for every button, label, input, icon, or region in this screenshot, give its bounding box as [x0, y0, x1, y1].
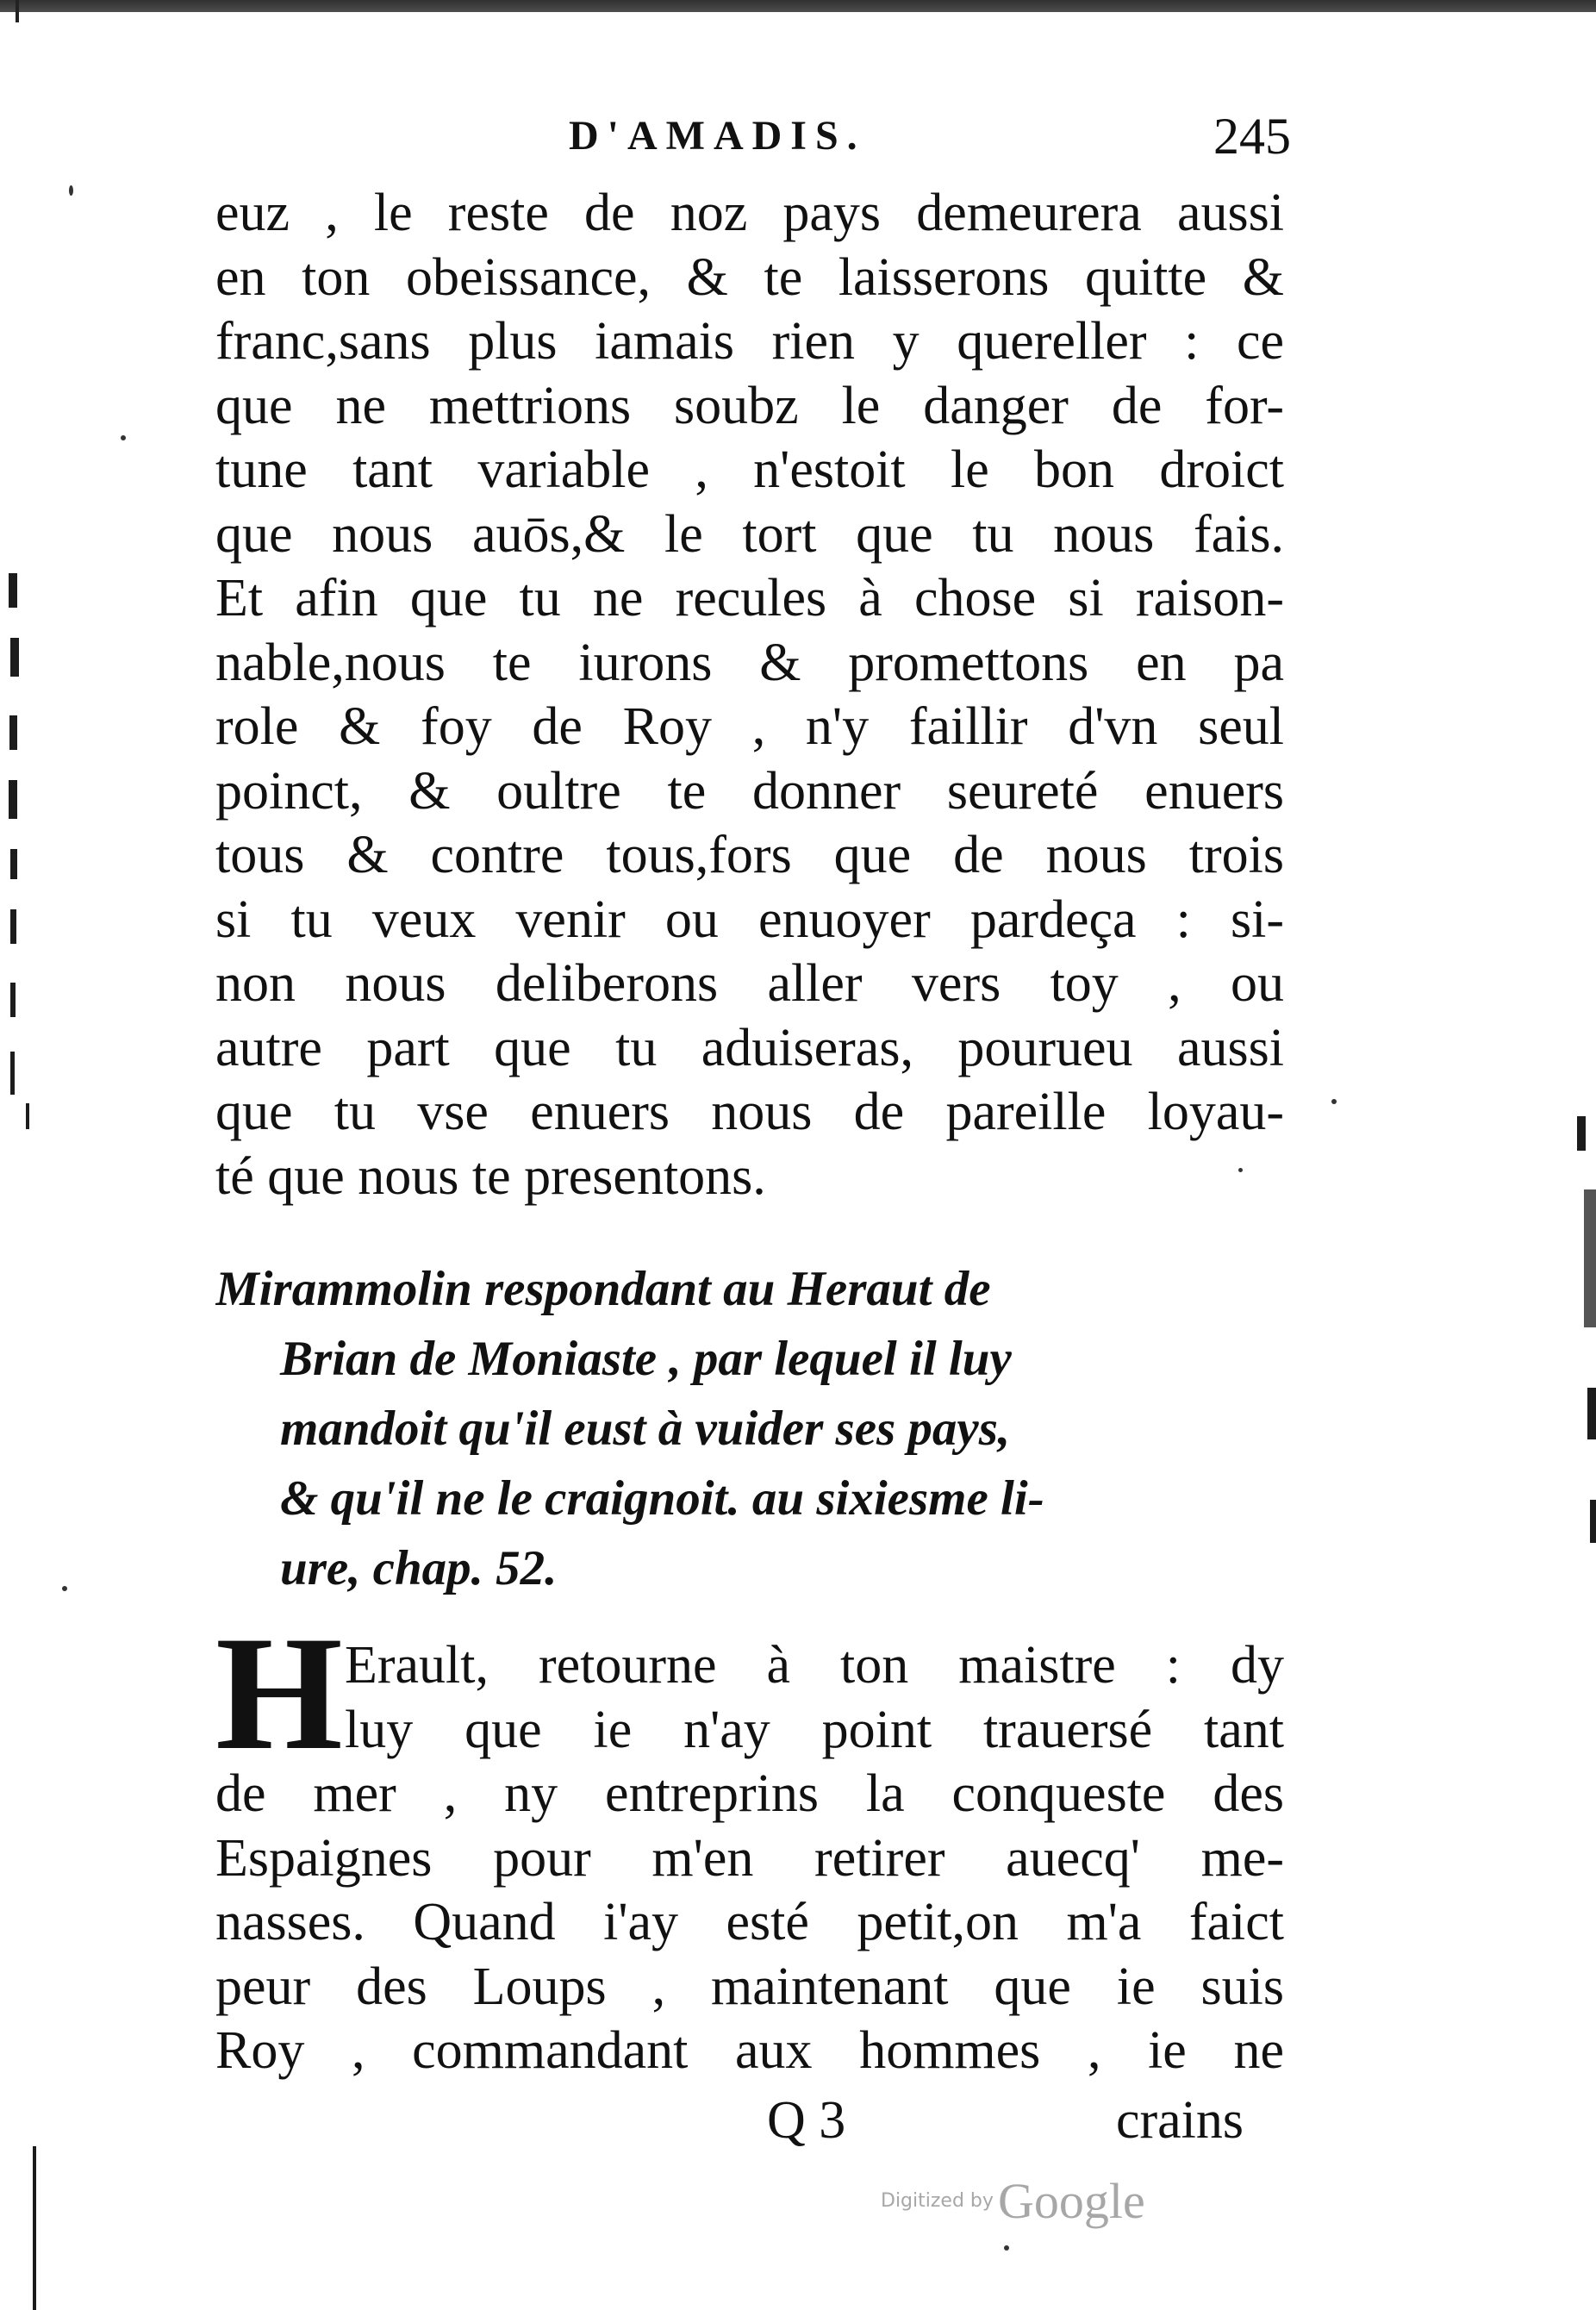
- bleed-mark: [1584, 1189, 1596, 1327]
- bleed-mark: [10, 1052, 15, 1095]
- text-line: Et afin que tu ne recules à chose si raison-: [215, 569, 1284, 627]
- catchword: crains: [1116, 2091, 1244, 2150]
- drop-cap: H: [215, 1603, 343, 1784]
- heading-line: mandoit qu'il eust à vuider ses pays,: [280, 1402, 1011, 1456]
- bleed-mark: [26, 1103, 29, 1129]
- top-edge-rule: [0, 0, 1596, 12]
- body-text-block: [215, 181, 1284, 1208]
- ink-speck: [62, 1586, 67, 1591]
- heading-line: Brian de Moniaste , par lequel il luy: [280, 1332, 1012, 1386]
- ink-speck: [69, 185, 73, 196]
- heading-line: & qu'il ne le craignoit. au sixiesme li-: [280, 1471, 1044, 1526]
- heading-line: Mirammolin respondant au Heraut de: [215, 1262, 991, 1316]
- text-line: de mer , ny entreprins la conqueste des: [215, 1764, 1284, 1823]
- bleed-mark: [9, 715, 17, 750]
- text-line: si tu veux venir ou enuoyer pardeça : si-: [215, 890, 1284, 949]
- text-line: euz , le reste de noz pays demeurera aussi: [215, 184, 1284, 242]
- text-line: té que nous te presentons.: [215, 1146, 766, 1206]
- ink-speck: [1004, 2245, 1009, 2251]
- bleed-mark: [10, 638, 19, 677]
- text-line: tune tant variable , n'estoit le bon droict: [215, 440, 1284, 499]
- bleed-mark: [10, 909, 16, 944]
- page-footer: [0, 2090, 1596, 2168]
- text-line: tous & contre tous,fors que de nous trois: [215, 826, 1284, 884]
- text-line: autre part que tu aduiseras, pourueu aussi: [215, 1018, 1284, 1077]
- bleed-mark: [33, 2146, 36, 2310]
- bleed-mark: [1577, 1116, 1586, 1151]
- text-line: que nous auōs,& le tort que tu nous fais.: [215, 504, 1284, 564]
- text-line: nable,nous te iurons & promettons en pa: [215, 633, 1284, 692]
- chapter-heading: [215, 1254, 1293, 1603]
- top-edge-tick: [16, 0, 19, 22]
- text-line: luy que ie n'ay point trauersé tant: [345, 1700, 1284, 1759]
- heading-line: ure, chap. 52.: [280, 1541, 558, 1595]
- ink-speck: [121, 435, 126, 440]
- text-line: Roy , commandant aux hommes , ie ne: [215, 2021, 1284, 2080]
- text-line: poinct, & oultre te donner seureté enuers: [215, 761, 1284, 821]
- text-line: en ton obeissance, & te laisserons quitte &: [215, 247, 1284, 307]
- digitized-watermark: [881, 2172, 1145, 2230]
- text-line: non nous deliberons aller vers toy , ou: [215, 954, 1284, 1013]
- text-line: franc,sans plus iamais rien y quereller : ce: [215, 312, 1284, 371]
- bleed-mark: [1587, 1388, 1596, 1439]
- page-number: 245: [1213, 108, 1291, 165]
- text-line: peur des Loups , maintenant que ie suis: [215, 1957, 1284, 2016]
- bleed-mark: [10, 849, 17, 879]
- text-line: que ne mettrions soubz le danger de for-: [215, 376, 1284, 435]
- text-line: nasses. Quand i'ay esté petit,on m'a faict: [215, 1893, 1284, 1951]
- watermark-prefix: Digitized by: [881, 2190, 994, 2212]
- running-head: D'AMADIS.: [569, 113, 866, 159]
- text-line: Erault, retourne à ton maistre : dy: [345, 1636, 1284, 1695]
- watermark-brand: Google: [998, 2173, 1145, 2229]
- bleed-mark: [9, 780, 17, 819]
- bleed-mark: [10, 983, 16, 1017]
- bleed-mark: [1590, 1500, 1596, 1543]
- bleed-mark: [9, 573, 17, 608]
- page-header: [0, 103, 1596, 181]
- signature-mark: Q 3: [767, 2091, 846, 2150]
- body-text-block: [215, 1633, 1284, 2083]
- text-line: que tu vse enuers nous de pareille loyau-: [215, 1083, 1284, 1141]
- ink-speck: [1331, 1099, 1337, 1104]
- text-line: Espaignes pour m'en retirer auecq' me-: [215, 1828, 1284, 1888]
- text-line: role & foy de Roy , n'y faillir d'vn seul: [215, 697, 1284, 756]
